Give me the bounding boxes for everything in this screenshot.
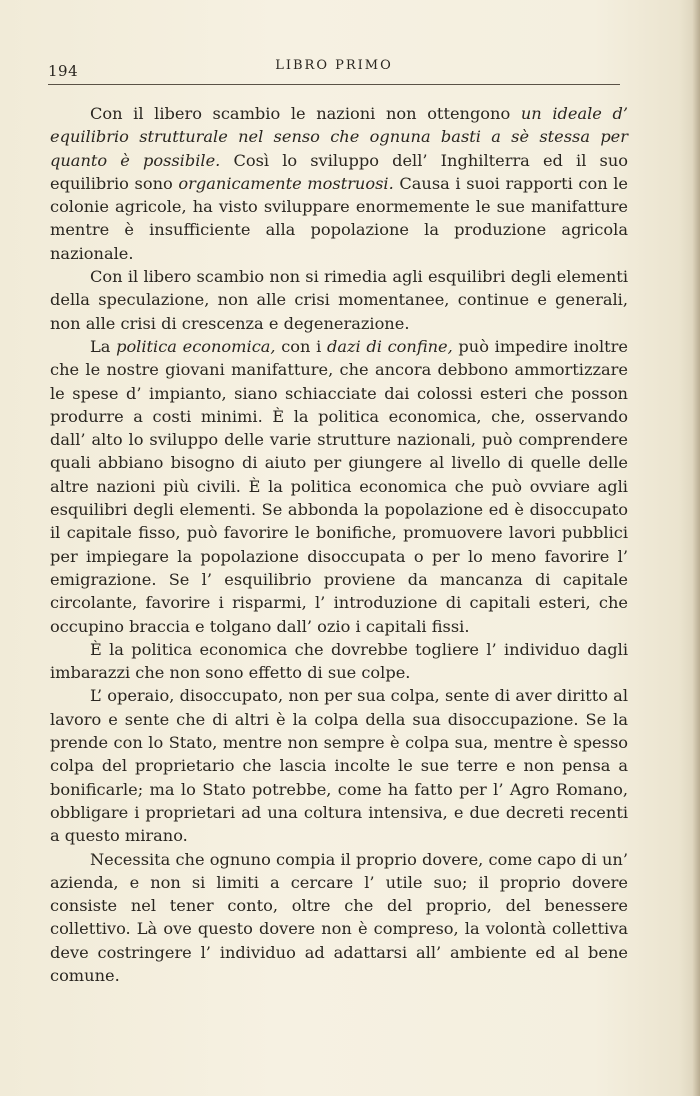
text-segment: Con il libero scambio non si rimedia agli esquilibri degli elementi della speculazione, non alle crisi momentanee, continue e generali, non alle crisi di crescenza e degenerazione. — [50, 267, 628, 333]
text-segment: può impedire inoltre che le nostre giovani manifatture, che ancora debbono ammortizzare le spese d’ impianto, siano schiacciate dai colossi esteri che posson produrre a costi minimi. È la politica economica, che, osservando dall’ alto lo sviluppo delle varie strutture nazionali, può comprendere quali abbiano bisogno di aiuto per giungere al livello di quelle delle altre nazioni più civili. È la politica economica che può ovviare agli esquilibri degli elementi. Se abbonda la popolazione ed è disoccupato il capitale fisso, può favorire le bonifiche, promuovere lavori pubblici per impiegare la popolazione disoccupata o per lo meno favorire l’ emigrazione. Se l’ esquilibrio proviene da mancanza di capitale circolante, favorire i risparmi, l’ introduzione di capitali esteri, che occupino braccia e tolgano dall’ ozio i capitali fissi. — [50, 336, 628, 636]
text-segment: È la politica economica che dovrebbe togliere l’ individuo dagli imbarazzi che non sono effetto di sue colpe. — [50, 639, 628, 683]
text-segment: Necessita che ognuno compia il proprio dovere, come capo di un’ azienda, e non si limiti a cercare l’ utile suo; il proprio dovere consiste nel tener conto, oltre che del proprio, del benessere collettivo. Là ove questo dovere non è compreso, la volontà collettiva deve costringere l’ individuo ad adattarsi all’ ambiente ed al bene comune. — [50, 849, 628, 985]
text-segment: Causa i suoi rapporti con le colonie agricole, ha visto sviluppare enormemente le sue manifatture mentre è insufficiente alla popolazione la produzione agricola nazionale. — [50, 173, 628, 263]
text-segment: con i — [275, 336, 327, 356]
italic-segment: dazi di confine, — [326, 336, 453, 356]
paragraph-5 — [50, 684, 628, 847]
text-segment: Così lo sviluppo dell’ Inghilterra ed il suo equilibrio sono — [50, 150, 629, 193]
paragraph-4 — [50, 638, 628, 685]
paragraph-6 — [50, 848, 628, 988]
running-head: LIBRO PRIMO — [275, 58, 393, 73]
paragraph-2 — [50, 265, 628, 335]
italic-segment: politica economica, — [116, 336, 276, 356]
text-segment: L’ operaio, disoccupato, non per sua colpa, sente di aver diritto al lavoro e sente che di altri è la colpa della sua disoccupazione. Se la prende con lo Stato, mentre non sempre è colpa sua, mentre è spesso colpa del proprietario che lascia incolte le sue terre e non pensa a bonificarle; ma lo Stato potrebbe, come ha fatto per l’ Agro Romano, obbligare i proprietari ad una coltura intensiva, e due decreti recenti a questo mirano. — [50, 686, 628, 846]
page-edge — [692, 0, 700, 1096]
page-number: 194 — [48, 62, 79, 80]
text-segment: Con il libero scambio le nazioni non ottengono — [90, 104, 521, 123]
italic-segment: un ideale d’ equilibrio strutturale nel senso che ognuna basti a sè stessa per quanto è possibile. — [50, 104, 628, 170]
italic-segment: organicamente mostruosi. — [178, 173, 394, 193]
header-rule — [48, 84, 620, 85]
page-header — [48, 56, 620, 86]
body-text — [50, 102, 628, 987]
paragraph-3 — [50, 335, 628, 638]
paragraph-1 — [50, 102, 628, 265]
text-segment: La — [90, 336, 117, 356]
